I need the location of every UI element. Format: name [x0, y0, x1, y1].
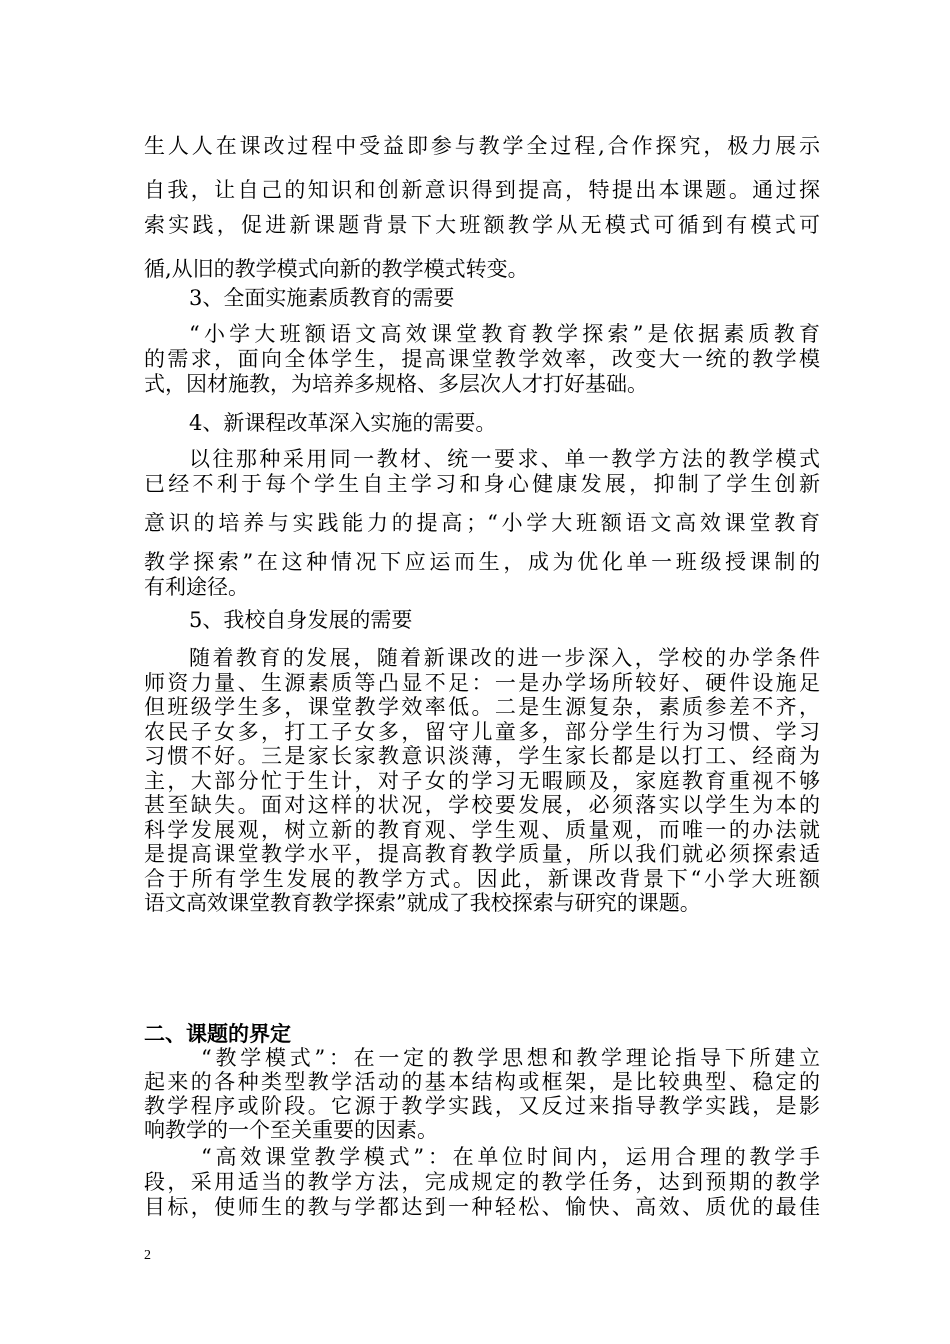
- paragraph-5: [144, 646, 820, 916]
- para-3-line-3: 式，因材施教，为培养多规格、多层次人才打好基础。: [144, 372, 648, 396]
- para-5-line-8: 科学发展观，树立新的教育观、学生观、质量观，而唯一的办法就: [144, 817, 820, 842]
- para-5-line-5: 习惯不好。三是家长家教意识淡薄，学生家长都是以打工、经商为: [144, 744, 820, 768]
- para-5-line-3: 但班级学生多，课堂教学效率低。二是生源复杂，素质参差不齐，: [144, 695, 820, 719]
- definition-1: [144, 1046, 820, 1142]
- intro-line-2: 自我，让自己的知识和创新意识得到提高，特提出本课题。通过探: [144, 178, 820, 202]
- page-number: 2: [144, 1248, 151, 1263]
- para-4-line-2: 已经不利于每个学生自主学习和身心健康发展，抑制了学生创新: [144, 472, 820, 496]
- para-4-line-5: 有利途径。: [144, 575, 249, 599]
- paragraph-3: [144, 322, 820, 397]
- heading-3: [144, 283, 820, 313]
- para-5-line-4: 农民子女多，打工子女多，留守儿童多，部分学生行为习惯、学习: [144, 719, 820, 744]
- intro-line-1: 生人人在课改过程中受益即参与教学全过程,合作探究，极力展示: [144, 134, 820, 158]
- heading-5-text: 5、我校自身发展的需要: [189, 608, 413, 632]
- para-5-line-2: 师资力量、生源素质等凸显不足：一是办学场所较好、硬件设施足: [144, 670, 820, 695]
- section-2-title: 二、课题的界定: [144, 1022, 291, 1046]
- para-5-line-11: 语文高效课堂教育教学探索”就成了我校探索与研究的课题。: [144, 891, 701, 915]
- heading-3-text: 3、全面实施素质教育的需要: [189, 286, 455, 310]
- para-5-line-9: 是提高课堂教学水平，提高教育教学质量，所以我们就必须探索适: [144, 842, 820, 866]
- def-1-line-4: 响教学的一个至关重要的因素。: [144, 1118, 438, 1142]
- def-2-line-2: 段，采用适当的教学方法，完成规定的教学任务，达到预期的教学: [144, 1170, 820, 1194]
- para-4-line-1: 以往那种采用同一教材、统一要求、单一教学方法的教学模式: [189, 447, 820, 471]
- section-2: [144, 1021, 820, 1047]
- heading-4: [144, 408, 820, 438]
- para-5-line-7: 甚至缺失。面对这样的状况，学校要发展，必须落实以学生为本的: [144, 793, 820, 817]
- def-2-line-1: “高效课堂教学模式”：在单位时间内，运用合理的教学手: [201, 1145, 820, 1169]
- def-1-line-2: 起来的各种类型教学活动的基本结构或框架，是比较典型、稳定的: [144, 1070, 820, 1094]
- heading-5: [144, 605, 820, 635]
- def-2-line-3: 目标，使师生的教与学都达到一种轻松、愉快、高效、质优的最佳: [144, 1195, 820, 1219]
- intro-line-3: 索实践，促进新课题背景下大班额教学从无模式可循到有模式可: [144, 213, 820, 237]
- para-5-line-6: 主，大部分忙于生计，对子女的学习无暇顾及，家庭教育重视不够: [144, 768, 820, 793]
- para-3-line-2: 的需求，面向全体学生，提高课堂教学效率，改变大一统的教学模: [144, 347, 820, 371]
- para-5-line-1: 随着教育的发展，随着新课改的进一步深入，学校的办学条件: [189, 646, 820, 670]
- def-1-line-3: 教学程序或阶段。它源于教学实践，又反过来指导教学实践，是影: [144, 1094, 820, 1118]
- para-4-line-4: 教学探索”在这种情况下应运而生，成为优化单一班级授课制的: [144, 550, 820, 574]
- def-1-line-1: “教学模式”：在一定的教学思想和教学理论指导下所建立: [201, 1046, 820, 1070]
- definition-2: [144, 1145, 820, 1220]
- para-4-line-3: 意识的培养与实践能力的提高；“小学大班额语文高效课堂教育: [144, 511, 820, 535]
- para-3-line-1: “小学大班额语文高效课堂教育教学探索”是依据素质教育: [189, 322, 820, 346]
- paragraph-4: [144, 447, 820, 600]
- para-5-line-10: 合于所有学生发展的教学方式。因此，新课改背景下“小学大班额: [144, 866, 820, 891]
- intro-paragraph: [144, 131, 820, 284]
- heading-4-text: 4、新课程改革深入实施的需要。: [189, 411, 497, 435]
- intro-line-4: 循,从旧的教学模式向新的教学模式转变。: [144, 257, 529, 281]
